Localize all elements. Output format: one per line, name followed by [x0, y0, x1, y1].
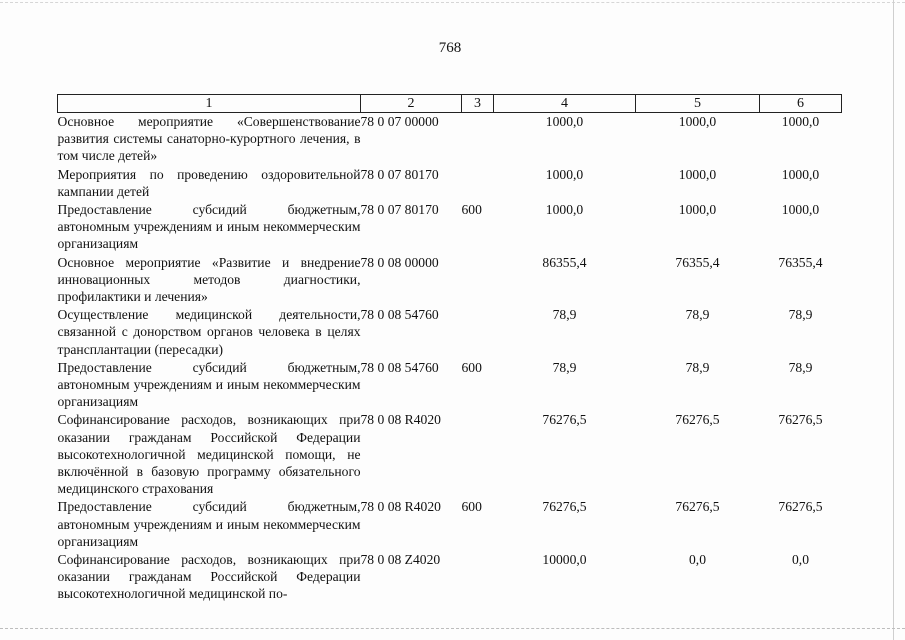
- row-value-col5: 1000,0: [678, 114, 717, 129]
- table-row: [58, 306, 842, 359]
- row-name: Софинансирование расходов, возникающих при оказании гражданам Российской Федерации высокотехнологичной медицинской помощи, не включённой в базовую программу обязательного медицинского страхования: [57, 412, 361, 497]
- row-value-col5: 0,0: [689, 552, 706, 568]
- row-code: 78 0 08 R4020: [360, 499, 441, 515]
- row-value-col4: 10000,0: [542, 552, 587, 568]
- row-expense-type: 600: [461, 499, 482, 515]
- header-row: [58, 95, 842, 113]
- row-value-col5: 76355,4: [675, 254, 720, 270]
- row-value-col6: 1000,0: [781, 114, 820, 129]
- row-code: 78 0 07 80170: [360, 202, 439, 218]
- row-expense-type: [462, 113, 494, 166]
- row-name: Предоставление субсидий бюджетным, автономным учреждениям и иным некоммерческим организациям: [57, 202, 361, 252]
- table-row: [58, 359, 842, 412]
- row-code: 78 0 08 R4020: [360, 412, 441, 428]
- row-name: Софинансирование расходов, возникающих при оказании гражданам Российской Федерации высокотехнологичной медицинской по-: [57, 552, 361, 602]
- row-value-col6: 76355,4: [778, 254, 823, 270]
- row-name: Основное мероприятие «Совершенствование развития системы санаторно-курортного лечения, в том числе детей»: [57, 114, 361, 164]
- row-value-col4: 76276,5: [542, 499, 587, 515]
- row-value-col4: 1000,0: [545, 114, 584, 129]
- row-value-col4: 1000,0: [545, 166, 584, 182]
- table-row: [58, 411, 842, 498]
- row-code: 78 0 08 54760: [360, 359, 439, 375]
- table-row: [58, 166, 842, 201]
- row-value-col6: 1000,0: [781, 166, 820, 182]
- row-code: 78 0 08 00000: [360, 254, 439, 270]
- row-code: 78 0 08 Z4020: [360, 552, 441, 568]
- row-value-col5: 78,9: [685, 359, 710, 375]
- row-name: Мероприятия по проведению оздоровительной кампании детей: [57, 166, 361, 199]
- row-expense-type: [462, 551, 494, 604]
- row-value-col6: 76276,5: [778, 412, 823, 428]
- row-name: Предоставление субсидий бюджетным, автономным учреждениям и иным некоммерческим организациям: [57, 359, 361, 410]
- page-bottom-edge: [0, 628, 905, 630]
- row-expense-type: [462, 306, 494, 359]
- table-row: [58, 201, 842, 254]
- table-row: [58, 498, 842, 551]
- header-col-3: 3: [462, 95, 494, 113]
- header-col-2: 2: [361, 95, 462, 113]
- row-value-col4: 78,9: [552, 359, 577, 375]
- row-value-col6: 76276,5: [778, 499, 823, 515]
- row-expense-type: 600: [461, 359, 482, 375]
- header-col-6: 6: [760, 95, 842, 113]
- budget-table: [57, 94, 842, 604]
- row-value-col4: 78,9: [552, 307, 577, 323]
- row-name: Осуществление медицинской деятельности, связанной с донорством органов человека в целях трансплантации (пересадки): [57, 307, 361, 357]
- header-col-1: 1: [58, 95, 361, 113]
- row-value-col5: 76276,5: [675, 499, 720, 515]
- header-col-4: 4: [494, 95, 636, 113]
- row-value-col5: 1000,0: [678, 202, 717, 218]
- table-body: [58, 113, 842, 604]
- row-value-col6: 78,9: [788, 359, 813, 375]
- row-value-col6: 78,9: [788, 307, 813, 323]
- row-value-col6: 1000,0: [781, 202, 820, 218]
- header-col-5: 5: [636, 95, 760, 113]
- row-value-col4: 86355,4: [542, 254, 587, 270]
- row-code: 78 0 07 00000: [360, 114, 439, 129]
- page-top-edge: [0, 2, 905, 4]
- row-value-col5: 78,9: [685, 307, 710, 323]
- row-expense-type: [462, 166, 494, 201]
- table-row: [58, 254, 842, 307]
- row-value-col4: 1000,0: [545, 202, 584, 218]
- row-expense-type: [462, 254, 494, 307]
- row-value-col6: 0,0: [792, 552, 809, 568]
- table-header: [58, 95, 842, 113]
- row-expense-type: 600: [461, 202, 482, 218]
- page-right-edge: [893, 0, 894, 640]
- row-value-col5: 76276,5: [675, 412, 720, 428]
- row-value-col4: 76276,5: [542, 412, 587, 428]
- page-number: 768: [438, 40, 462, 56]
- row-code: 78 0 07 80170: [360, 166, 439, 182]
- row-code: 78 0 08 54760: [360, 307, 439, 323]
- row-name: Основное мероприятие «Развитие и внедрение инновационных методов диагностики, профилактики и лечения»: [57, 254, 361, 305]
- table-row: [58, 113, 842, 166]
- row-name: Предоставление субсидий бюджетным, автономным учреждениям и иным некоммерческим организациям: [57, 499, 361, 549]
- row-value-col5: 1000,0: [678, 166, 717, 182]
- row-expense-type: [462, 411, 494, 498]
- table-row: [58, 551, 842, 604]
